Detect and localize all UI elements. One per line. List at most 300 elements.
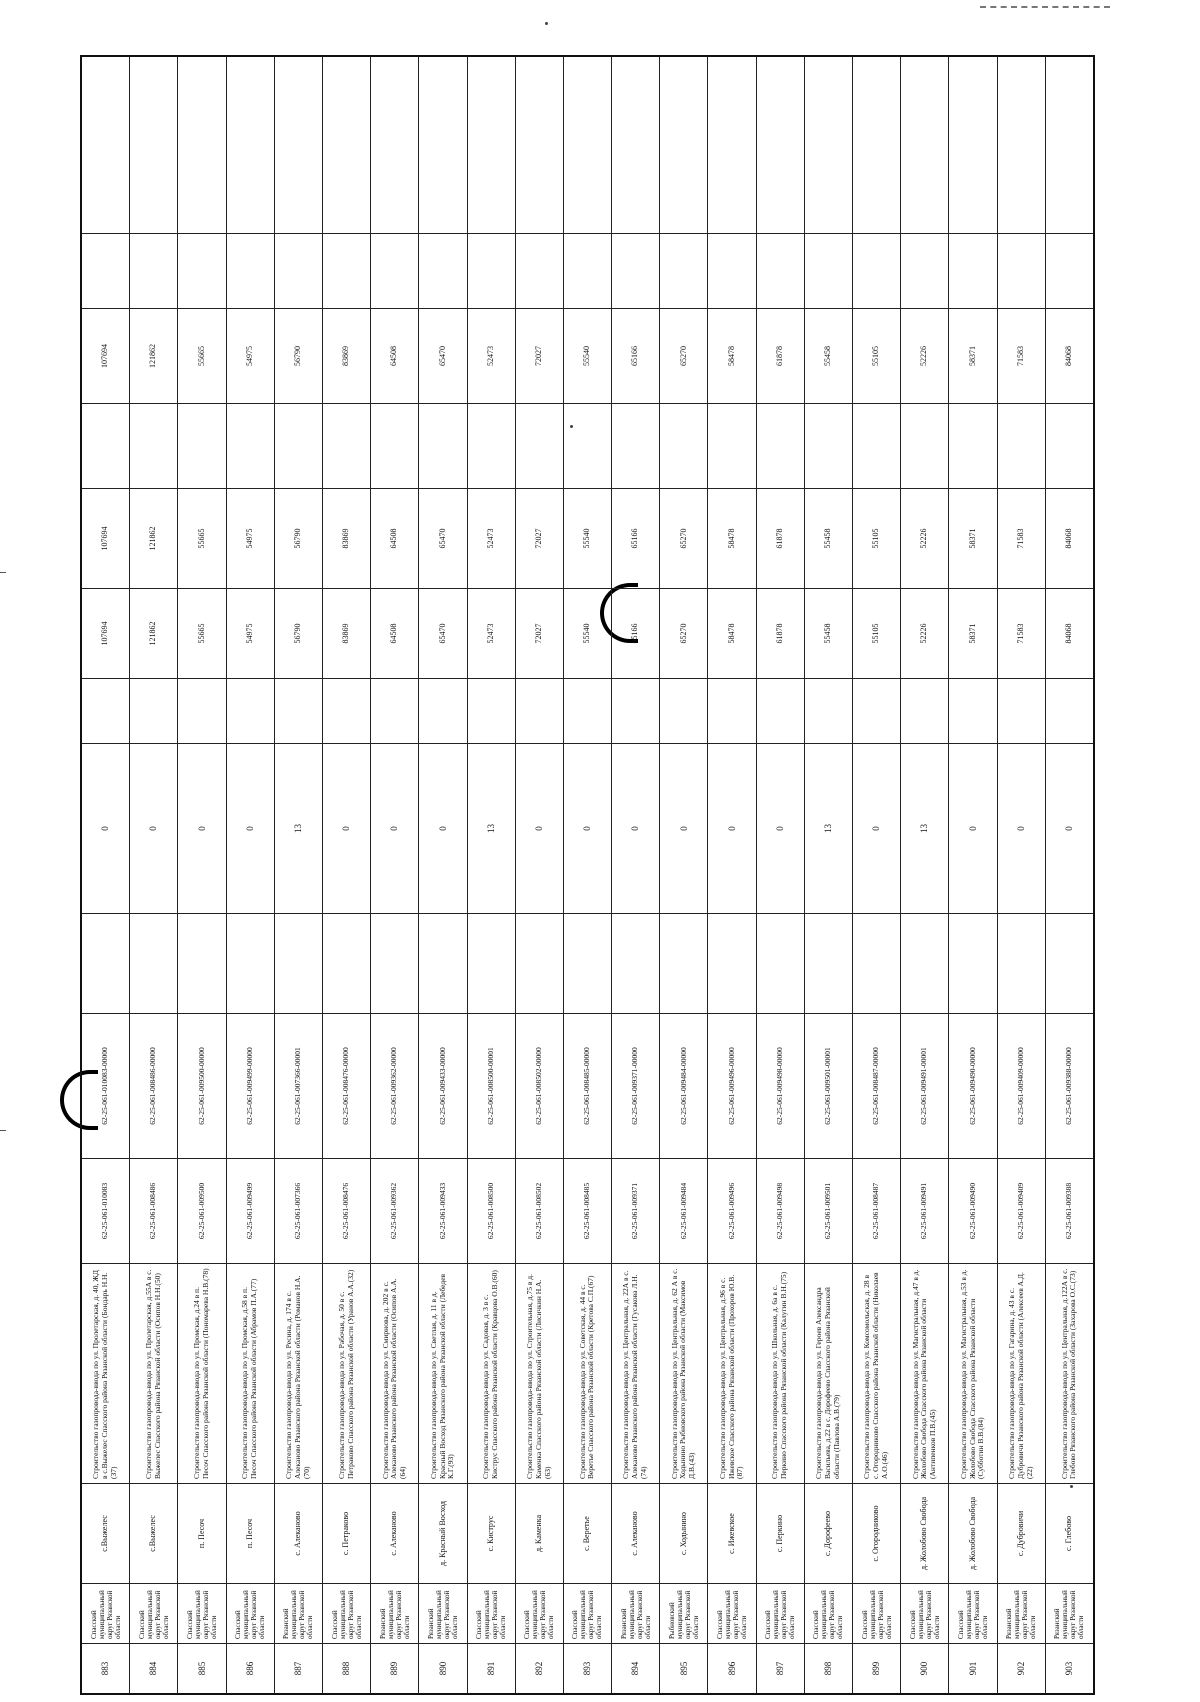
row-number: 890 [419,1643,466,1693]
amount-cell: 71583 [998,488,1045,588]
table-row [901,57,949,1693]
full-code-cell: 62-25-061-008487-00000 [853,1013,900,1158]
empty-cell [757,403,804,488]
municipality-cell: Спасский муниципальный округ Рязанской области [178,1583,225,1643]
locality-cell: с. Ходынино [660,1483,707,1583]
table-row [853,57,901,1693]
row-number: 898 [805,1643,852,1693]
object-code-cell: 62-25-061-009490 [949,1158,996,1263]
amount-cell: 72027 [516,488,563,588]
table-row [757,57,805,1693]
description-cell: Строительство газопровода-ввода по ул. Центральная, д.96 в с. Ижевское Спасского района Рязанской области (Прохоров Ю.В.(87) [708,1263,755,1483]
empty-cell [949,913,996,1013]
empty-cell [275,913,322,1013]
amount-total-cell: 72027 [516,588,563,678]
empty-cell [805,233,852,308]
empty-cell [82,403,129,488]
quantity-cell: 0 [227,743,274,913]
empty-cell [564,913,611,1013]
description-cell: Строительство газопровода-ввода по ул. Строительная, д.75 в д. Каменка Спасского района Рязанской области (Лисичкин Н.А.(63) [516,1263,563,1483]
amount-cell: 83869 [323,488,370,588]
amount-cell: 58371 [949,308,996,403]
table-row [660,57,708,1693]
amount-total-cell: 84068 [1046,588,1093,678]
empty-cell [612,678,659,743]
amount-total-cell: 65166 [612,588,659,678]
amount-cell: 58478 [708,308,755,403]
empty-cell [757,913,804,1013]
empty-cell [227,403,274,488]
empty-cell [1046,153,1093,233]
empty-cell [275,153,322,233]
amount-total-cell: 55540 [564,588,611,678]
empty-cell [853,233,900,308]
full-code-cell: 62-25-061-008500-00001 [468,1013,515,1158]
empty-cell [323,913,370,1013]
full-code-cell: 62-25-061-008485-00000 [564,1013,611,1158]
amount-total-cell: 58478 [708,588,755,678]
full-code-cell: 62-25-061-007366-00001 [275,1013,322,1158]
empty-cell [516,153,563,233]
table-row [949,57,997,1693]
amount-total-cell: 107694 [82,588,129,678]
empty-cell [660,403,707,488]
row-number: 893 [564,1643,611,1693]
object-code-cell: 62-25-061-008485 [564,1158,611,1263]
amount-cell: 65470 [419,488,466,588]
locality-cell: с. Дорофеево [805,1483,852,1583]
municipality-cell: Рыбновский муниципальный округ Рязанской области [660,1583,707,1643]
empty-cell [178,233,225,308]
full-code-cell: 62-25-061-008486-00000 [130,1013,177,1158]
empty-cell [419,678,466,743]
empty-cell [178,403,225,488]
locality-cell: с. Глебово [1046,1483,1093,1583]
amount-cell: 55105 [853,488,900,588]
empty-cell [468,678,515,743]
scan-artifact-dashes [980,6,1110,10]
table-row [178,57,226,1693]
empty-cell [371,678,418,743]
object-code-cell: 62-25-061-009433 [419,1158,466,1263]
empty-cell [805,403,852,488]
row-number: 899 [853,1643,900,1693]
amount-cell: 71583 [998,308,1045,403]
table-row [516,57,564,1693]
municipality-cell: Рязанский муниципальный округ Рязанской области [612,1583,659,1643]
row-number: 883 [82,1643,129,1693]
description-cell: Строительство газопровода-ввода по ул. Магистральная, д.47 в д. Жолобово Свобода Спасского района Рязанской области (Антипенков П.В.(45) [901,1263,948,1483]
empty-cell [949,233,996,308]
amount-cell: 83869 [323,308,370,403]
amount-cell: 56790 [275,308,322,403]
empty-cell [853,153,900,233]
row-number: 888 [323,1643,370,1693]
empty-cell [757,153,804,233]
description-cell: Строительство газопровода-ввода по ул. Смирнова, д. 202 в с. Алеканово Рязанского района Рязанской области (Осипов А.А.(64) [371,1263,418,1483]
empty-cell [516,678,563,743]
municipality-cell: Спасский муниципальный округ Рязанской области [82,1583,129,1643]
description-cell: Строительство газопровода-ввода по ул. Светлая, д. 11 в д. Красный Восход Рязанского района Рязанской области (Лебедев К.Г.(93) [419,1263,466,1483]
quantity-cell: 0 [564,743,611,913]
register-table-wrapper [80,55,1095,1695]
empty-cell [227,233,274,308]
description-cell: Строительство газопровода-ввода по ул. Пролетарская, д.55А в с. Выжелес Спасского района Рязанской области (Осипов Н.Н.(50) [130,1263,177,1483]
quantity-cell: 0 [612,743,659,913]
empty-cell [949,153,996,233]
amount-total-cell: 83869 [323,588,370,678]
amount-cell: 52226 [901,488,948,588]
amount-total-cell: 55458 [805,588,852,678]
row-number: 896 [708,1643,755,1693]
empty-cell [82,678,129,743]
empty-cell [805,153,852,233]
empty-cell [323,403,370,488]
amount-total-cell: 52226 [901,588,948,678]
quantity-cell: 0 [516,743,563,913]
amount-cell: 52473 [468,308,515,403]
municipality-cell: Рязанский муниципальный округ Рязанской области [998,1583,1045,1643]
locality-cell: с. Дубровичи [998,1483,1045,1583]
empty-cell [178,678,225,743]
object-code-cell: 62-25-061-007366 [275,1158,322,1263]
full-code-cell: 62-25-061-009500-00000 [178,1013,225,1158]
table-row [708,57,756,1693]
empty-cell [516,233,563,308]
municipality-cell: Спасский муниципальный округ Рязанской области [564,1583,611,1643]
object-code-cell: 62-25-061-008487 [853,1158,900,1263]
quantity-cell: 0 [998,743,1045,913]
amount-cell: 54975 [227,488,274,588]
empty-cell [468,403,515,488]
empty-cell [227,913,274,1013]
row-number: 901 [949,1643,996,1693]
row-number: 891 [468,1643,515,1693]
empty-cell [901,233,948,308]
description-cell: Строительство газопровода-ввода по ул. Пролетарская, д. 40, ЖД в с.Выжелес Спасского района Рязанской области (Бондарь Н.Н.(37) [82,1263,129,1483]
quantity-cell: 0 [130,743,177,913]
full-code-cell: 62-25-061-009499-00000 [227,1013,274,1158]
empty-cell [612,913,659,1013]
empty-cell [901,913,948,1013]
municipality-cell: Спасский муниципальный округ Рязанской области [516,1583,563,1643]
empty-cell [323,233,370,308]
quantity-cell: 13 [805,743,852,913]
amount-total-cell: 52473 [468,588,515,678]
amount-total-cell: 55665 [178,588,225,678]
object-code-cell: 62-25-061-009496 [708,1158,755,1263]
table-row [564,57,612,1693]
empty-cell [130,403,177,488]
empty-cell [130,913,177,1013]
object-code-cell: 62-25-061-009484 [660,1158,707,1263]
empty-cell [1046,678,1093,743]
empty-cell [275,403,322,488]
description-cell: Строительство газопровода-ввода по ул. Героев Александра Васильева, д.22 в с. Дорофеево Спасского района Рязанской области (Павлова А.В.(79) [805,1263,852,1483]
empty-cell [82,913,129,1013]
locality-cell: с. Петраково [323,1483,370,1583]
amount-total-cell: 58371 [949,588,996,678]
amount-cell: 65270 [660,488,707,588]
description-cell: Строительство газопровода-ввода по ул. Промская, д.58 в п. Песоч Спасского района Рязанской области (Абрамов П.А.(77) [227,1263,274,1483]
amount-cell: 55540 [564,488,611,588]
quantity-cell: 0 [660,743,707,913]
empty-cell [998,233,1045,308]
amount-cell: 58478 [708,488,755,588]
empty-cell [371,153,418,233]
locality-cell: с.Выжелес [82,1483,129,1583]
full-code-cell: 62-25-061-009433-00000 [419,1013,466,1158]
empty-cell [419,153,466,233]
full-code-cell: 62-25-061-009490-00000 [949,1013,996,1158]
table-row [82,57,130,1693]
row-number: 894 [612,1643,659,1693]
municipality-cell: Рязанский муниципальный округ Рязанской области [371,1583,418,1643]
object-code-cell: 62-25-061-008500 [468,1158,515,1263]
locality-cell: с.Выжелес [130,1483,177,1583]
object-code-cell: 62-25-061-009409 [998,1158,1045,1263]
object-code-cell: 62-25-061-009500 [178,1158,225,1263]
empty-cell [178,913,225,1013]
quantity-cell: 13 [275,743,322,913]
table-row [130,57,178,1693]
amount-total-cell: 61878 [757,588,804,678]
amount-cell: 55458 [805,308,852,403]
full-code-cell: 62-25-061-009484-00000 [660,1013,707,1158]
amount-cell: 107694 [82,308,129,403]
row-number: 884 [130,1643,177,1693]
object-code-cell: 62-25-061-009499 [227,1158,274,1263]
amount-cell: 54975 [227,308,274,403]
amount-cell: 61878 [757,488,804,588]
empty-cell [419,233,466,308]
row-number: 900 [901,1643,948,1693]
empty-cell [853,913,900,1013]
municipality-cell: Рязанский муниципальный округ Рязанской области [1046,1583,1093,1643]
municipality-cell: Рязанский муниципальный округ Рязанской области [419,1583,466,1643]
empty-cell [371,913,418,1013]
object-code-cell: 62-25-061-010083 [82,1158,129,1263]
description-cell: Строительство газопровода-ввода по ул. Центральная, д. 62 А в с. Ходынино Рыбновского района Рязанской области (Максимов Д.В.(43) [660,1263,707,1483]
table-row [468,57,516,1693]
amount-cell: 121862 [130,308,177,403]
full-code-cell: 62-25-061-009491-00001 [901,1013,948,1158]
empty-cell [612,153,659,233]
empty-cell [708,403,755,488]
amount-cell: 65166 [612,308,659,403]
empty-cell [516,403,563,488]
empty-cell [1046,913,1093,1013]
amount-cell: 58371 [949,488,996,588]
empty-cell [949,403,996,488]
empty-cell [564,403,611,488]
description-cell: Строительство газопровода-ввода по ул. Центральная, д. 22А в с. Алеканово Рязанского района Рязанской области (Гусакова Л.Н.(74) [612,1263,659,1483]
amount-cell: 55105 [853,308,900,403]
amount-cell: 55458 [805,488,852,588]
description-cell: Строительство газопровода-ввода по ул. Промская, д.24 в п. Песоч Спасского района Рязанской области (Пономарева Н.В.(78) [178,1263,225,1483]
scan-speck [545,22,548,25]
object-code-cell: 62-25-061-009491 [901,1158,948,1263]
amount-cell: 64508 [371,308,418,403]
empty-cell [805,913,852,1013]
empty-cell [708,233,755,308]
register-table [80,55,1095,1695]
municipality-cell: Спасский муниципальный округ Рязанской области [949,1583,996,1643]
empty-cell [612,403,659,488]
full-code-cell: 62-25-061-009362-00000 [371,1013,418,1158]
locality-cell: с. Алеканово [371,1483,418,1583]
empty-cell [130,233,177,308]
scan-edge-mark [0,572,6,573]
amount-cell: 121862 [130,488,177,588]
full-code-cell: 62-25-061-009498-00000 [757,1013,804,1158]
description-cell: Строительство газопровода-ввода по ул. Садовая, д. 3 в с. Киструс Спасского района Рязанской области (Кравцова О.В.(60) [468,1263,515,1483]
amount-cell: 55665 [178,308,225,403]
table-row [612,57,660,1693]
quantity-cell: 13 [901,743,948,913]
row-number: 903 [1046,1643,1093,1693]
empty-cell [227,153,274,233]
object-code-cell: 62-25-061-009362 [371,1158,418,1263]
row-number: 887 [275,1643,322,1693]
row-number: 895 [660,1643,707,1693]
empty-cell [468,153,515,233]
empty-cell [805,678,852,743]
empty-cell [564,233,611,308]
amount-total-cell: 54975 [227,588,274,678]
empty-cell [275,678,322,743]
description-cell: Строительство газопровода-ввода по ул. Комсомольская, д. 28 в с. Огородниково Спасского района Рязанской области (Николаев А.О.(46) [853,1263,900,1483]
municipality-cell: Рязанский муниципальный округ Рязанской области [275,1583,322,1643]
municipality-cell: Спасский муниципальный округ Рязанской области [901,1583,948,1643]
municipality-cell: Спасский муниципальный округ Рязанской области [468,1583,515,1643]
empty-cell [419,913,466,1013]
locality-cell: с. Киструс [468,1483,515,1583]
full-code-cell: 62-25-061-009371-00000 [612,1013,659,1158]
amount-cell: 72027 [516,308,563,403]
municipality-cell: Спасский муниципальный округ Рязанской области [227,1583,274,1643]
quantity-cell: 0 [757,743,804,913]
row-number: 889 [371,1643,418,1693]
empty-cell [1046,403,1093,488]
quantity-cell: 0 [419,743,466,913]
locality-cell: д. Жолобово Свобода [949,1483,996,1583]
amount-cell: 65270 [660,308,707,403]
empty-cell [998,913,1045,1013]
amount-cell: 52226 [901,308,948,403]
full-code-cell: 62-25-061-009388-00000 [1046,1013,1093,1158]
table-row [227,57,275,1693]
amount-total-cell: 56790 [275,588,322,678]
table-row [371,57,419,1693]
empty-cell [468,913,515,1013]
amount-total-cell: 65270 [660,588,707,678]
amount-cell: 56790 [275,488,322,588]
locality-cell: с. Алеканово [275,1483,322,1583]
full-code-cell: 62-25-061-010083-00000 [82,1013,129,1158]
amount-cell: 107694 [82,488,129,588]
table-row [323,57,371,1693]
empty-cell [371,403,418,488]
locality-cell: д. Каменка [516,1483,563,1583]
object-code-cell: 62-25-061-009388 [1046,1158,1093,1263]
table-row [1046,57,1093,1693]
amount-cell: 61878 [757,308,804,403]
quantity-cell: 0 [323,743,370,913]
empty-cell [468,233,515,308]
description-cell: Строительство газопровода-ввода по ул. Центральная, д.122А в с. Глебово Рязанского района Рязанской области (Захарова О.С.(73) [1046,1263,1093,1483]
empty-cell [275,233,322,308]
empty-cell [660,153,707,233]
table-row [275,57,323,1693]
municipality-cell: Спасский муниципальный округ Рязанской области [708,1583,755,1643]
row-number: 892 [516,1643,563,1693]
empty-cell [564,678,611,743]
empty-cell [998,678,1045,743]
quantity-cell: 0 [708,743,755,913]
empty-cell [371,233,418,308]
locality-cell: п. Песоч [178,1483,225,1583]
empty-cell [660,233,707,308]
empty-cell [1046,233,1093,308]
empty-cell [516,913,563,1013]
amount-cell: 64508 [371,488,418,588]
locality-cell: с. Алеканово [612,1483,659,1583]
row-number: 897 [757,1643,804,1693]
empty-cell [82,233,129,308]
empty-cell [901,678,948,743]
quantity-cell: 13 [468,743,515,913]
row-number: 902 [998,1643,1045,1693]
empty-cell [130,678,177,743]
locality-cell: с. Огородниково [853,1483,900,1583]
full-code-cell: 62-25-061-009496-00000 [708,1013,755,1158]
row-number: 886 [227,1643,274,1693]
empty-cell [853,403,900,488]
municipality-cell: Спасский муниципальный округ Рязанской области [805,1583,852,1643]
amount-cell: 84068 [1046,308,1093,403]
amount-cell: 55540 [564,308,611,403]
empty-cell [708,153,755,233]
row-number: 885 [178,1643,225,1693]
quantity-cell: 0 [82,743,129,913]
empty-cell [564,153,611,233]
locality-cell: с. Веретье [564,1483,611,1583]
description-cell: Строительство газопровода-ввода по ул. Гагарина, д. 43 в с. Дубровичи Рязанского района Рязанской области (Алексеев А.Д.(22) [998,1263,1045,1483]
empty-cell [178,153,225,233]
description-cell: Строительство газопровода-ввода по ул. Ресина, д. 174 в с. Алеканово Рязанского района Рязанской области (Романов Н.А.(70) [275,1263,322,1483]
amount-cell: 52473 [468,488,515,588]
description-cell: Строительство газопровода-ввода по ул. Магистральная, д.53 в д. Жолобово Свобода Спасского района Рязанской области (Субботин В.В.(84) [949,1263,996,1483]
description-cell: Строительство газопровода-ввода по ул. Рабочая, д. 50 в с. Петраково Спасского района Рязанской области (Уранов А.А.(32) [323,1263,370,1483]
municipality-cell: Спасский муниципальный округ Рязанской области [130,1583,177,1643]
locality-cell: с. Ижевское [708,1483,755,1583]
empty-cell [419,403,466,488]
amount-cell: 65166 [612,488,659,588]
municipality-cell: Спасский муниципальный округ Рязанской области [757,1583,804,1643]
object-code-cell: 62-25-061-008502 [516,1158,563,1263]
empty-cell [901,403,948,488]
quantity-cell: 0 [178,743,225,913]
description-cell: Строительство газопровода-ввода по ул. Советская, д. 44 в с. Веретье Спасского района Рязанской области (Кретова С.П.(67) [564,1263,611,1483]
empty-cell [227,678,274,743]
empty-cell [901,153,948,233]
quantity-cell: 0 [371,743,418,913]
table-row [419,57,467,1693]
amount-total-cell: 121862 [130,588,177,678]
empty-cell [708,678,755,743]
object-code-cell: 62-25-061-009501 [805,1158,852,1263]
